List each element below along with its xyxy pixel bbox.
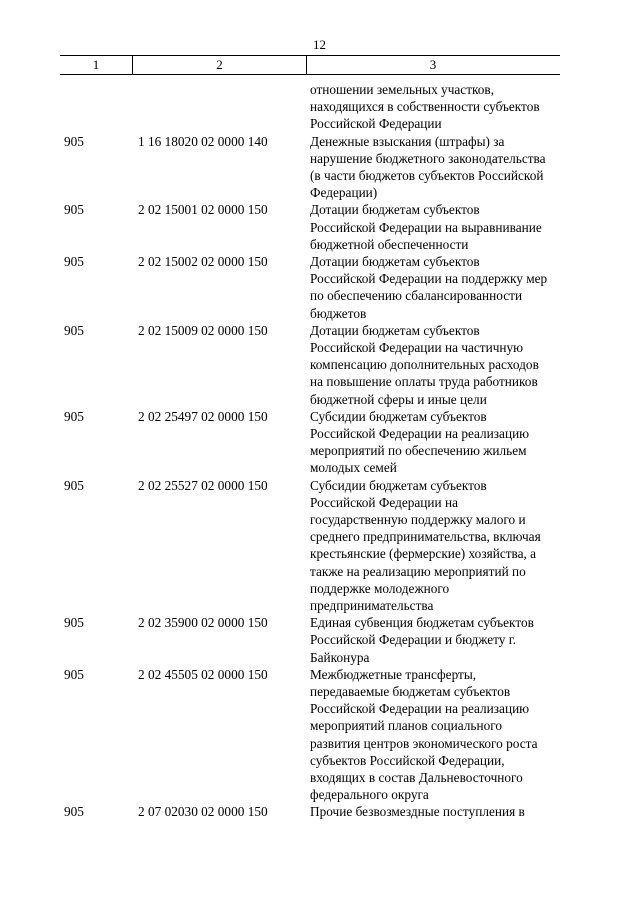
- description-cell: [310, 614, 572, 666]
- admin-code-cell: 905: [64, 666, 84, 682]
- description-line: Российской Федерации на: [310, 494, 458, 510]
- description-cell: [310, 408, 572, 477]
- description-line: бюджетов: [310, 305, 367, 321]
- description-line: молодых семей: [310, 460, 397, 476]
- description-line: Российской Федерации на реализацию: [310, 701, 530, 717]
- description-line: по обеспечению сбалансированности: [310, 288, 523, 304]
- description-line: Российской Федерации на выравнивание: [310, 219, 542, 235]
- revenue-code-cell: 2 02 25527 02 0000 150: [138, 477, 268, 493]
- description-line: бюджетной сферы и иные цели: [310, 391, 487, 407]
- revenue-code-cell: 2 02 15009 02 0000 150: [138, 322, 268, 338]
- description-line: крестьянские (фермерские) хозяйства, а: [310, 546, 537, 562]
- description-line: Дотации бюджетам субъектов: [310, 254, 480, 269]
- description-cell: [310, 803, 572, 820]
- revenue-code-cell: 2 07 02030 02 0000 150: [138, 804, 268, 820]
- description-line: Байконура: [310, 649, 370, 665]
- description-line: Российской Федерации на реализацию: [310, 426, 530, 441]
- description-line: поддержке молодежного: [310, 580, 450, 596]
- description-line: государственную поддержку малого и: [310, 512, 526, 527]
- description-line: Российской Федерации на частичную: [310, 340, 524, 355]
- description-line: компенсацию дополнительных расходов: [310, 357, 539, 373]
- description-line: передаваемые бюджетам субъектов: [310, 684, 511, 699]
- admin-code-cell: 905: [64, 804, 84, 820]
- description-line: Дотации бюджетам субъектов: [310, 322, 480, 338]
- admin-code-cell: 905: [64, 133, 84, 149]
- column-header-1: 1: [92, 57, 100, 72]
- description-cell: [310, 133, 572, 202]
- description-cell: [310, 477, 572, 615]
- page-number: 12: [313, 37, 326, 52]
- description-line: Субсидии бюджетам субъектов: [310, 477, 487, 493]
- description-line: бюджетной обеспеченности: [310, 236, 469, 252]
- description-cell: [310, 666, 572, 804]
- description-line: Российской Федерации и бюджету г.: [310, 632, 517, 648]
- description-line: федерального округа: [310, 787, 429, 803]
- description-line: Федерации): [310, 185, 378, 201]
- description-line: Единая субвенция бюджетам субъектов: [310, 615, 534, 631]
- description-cell: [310, 201, 572, 253]
- description-line: нарушение бюджетного законодательства: [310, 150, 546, 166]
- description-cell: [310, 253, 572, 322]
- admin-code-cell: 905: [64, 408, 84, 424]
- description-line: на повышение оплаты труда работников: [310, 374, 538, 390]
- description-line: находящихся в собственности субъектов: [310, 99, 540, 115]
- revenue-code-cell: 2 02 45505 02 0000 150: [138, 666, 268, 682]
- description-line: Дотации бюджетам субъектов: [310, 202, 480, 218]
- description-cell: [310, 81, 572, 133]
- description-line: мероприятий по обеспечению жильем: [310, 443, 527, 459]
- description-line: Прочие безвозмездные поступления в: [310, 804, 525, 820]
- revenue-code-cell: 2 02 25497 02 0000 150: [138, 408, 268, 424]
- admin-code-cell: 905: [64, 477, 84, 493]
- description-line: Российской Федерации на поддержку мер: [310, 271, 548, 287]
- admin-code-cell: 905: [64, 202, 84, 218]
- description-line: Межбюджетные трансферты,: [310, 666, 477, 682]
- admin-code-cell: 905: [64, 254, 84, 269]
- revenue-code-cell: 2 02 15001 02 0000 150: [138, 202, 268, 218]
- description-line: субъектов Российской Федерации,: [310, 752, 505, 768]
- description-cell: [310, 322, 572, 408]
- description-line: Денежные взыскания (штрафы) за: [310, 133, 505, 149]
- description-line: также на реализацию мероприятий по: [310, 563, 526, 579]
- description-line: входящих в состав Дальневосточного: [310, 770, 523, 786]
- description-line: развития центров экономического роста: [310, 735, 538, 751]
- description-line: отношении земельных участков,: [310, 82, 495, 97]
- admin-code-cell: 905: [64, 615, 84, 631]
- description-line: (в части бюджетов субъектов Российской: [310, 168, 544, 183]
- description-line: мероприятий планов социального: [310, 718, 503, 734]
- description-line: среднего предпринимательства, включая: [310, 529, 541, 545]
- revenue-code-cell: 2 02 35900 02 0000 150: [138, 615, 268, 631]
- description-line: предпринимательства: [310, 598, 434, 614]
- column-header-3: 3: [429, 57, 437, 72]
- revenue-code-cell: 2 02 15002 02 0000 150: [138, 254, 268, 269]
- revenue-code-cell: 1 16 18020 02 0000 140: [138, 133, 268, 149]
- admin-code-cell: 905: [64, 322, 84, 338]
- column-header-2: 2: [132, 56, 307, 74]
- description-line: Субсидии бюджетам субъектов: [310, 408, 487, 424]
- description-line: Российской Федерации: [310, 116, 442, 132]
- table-header: [60, 55, 560, 75]
